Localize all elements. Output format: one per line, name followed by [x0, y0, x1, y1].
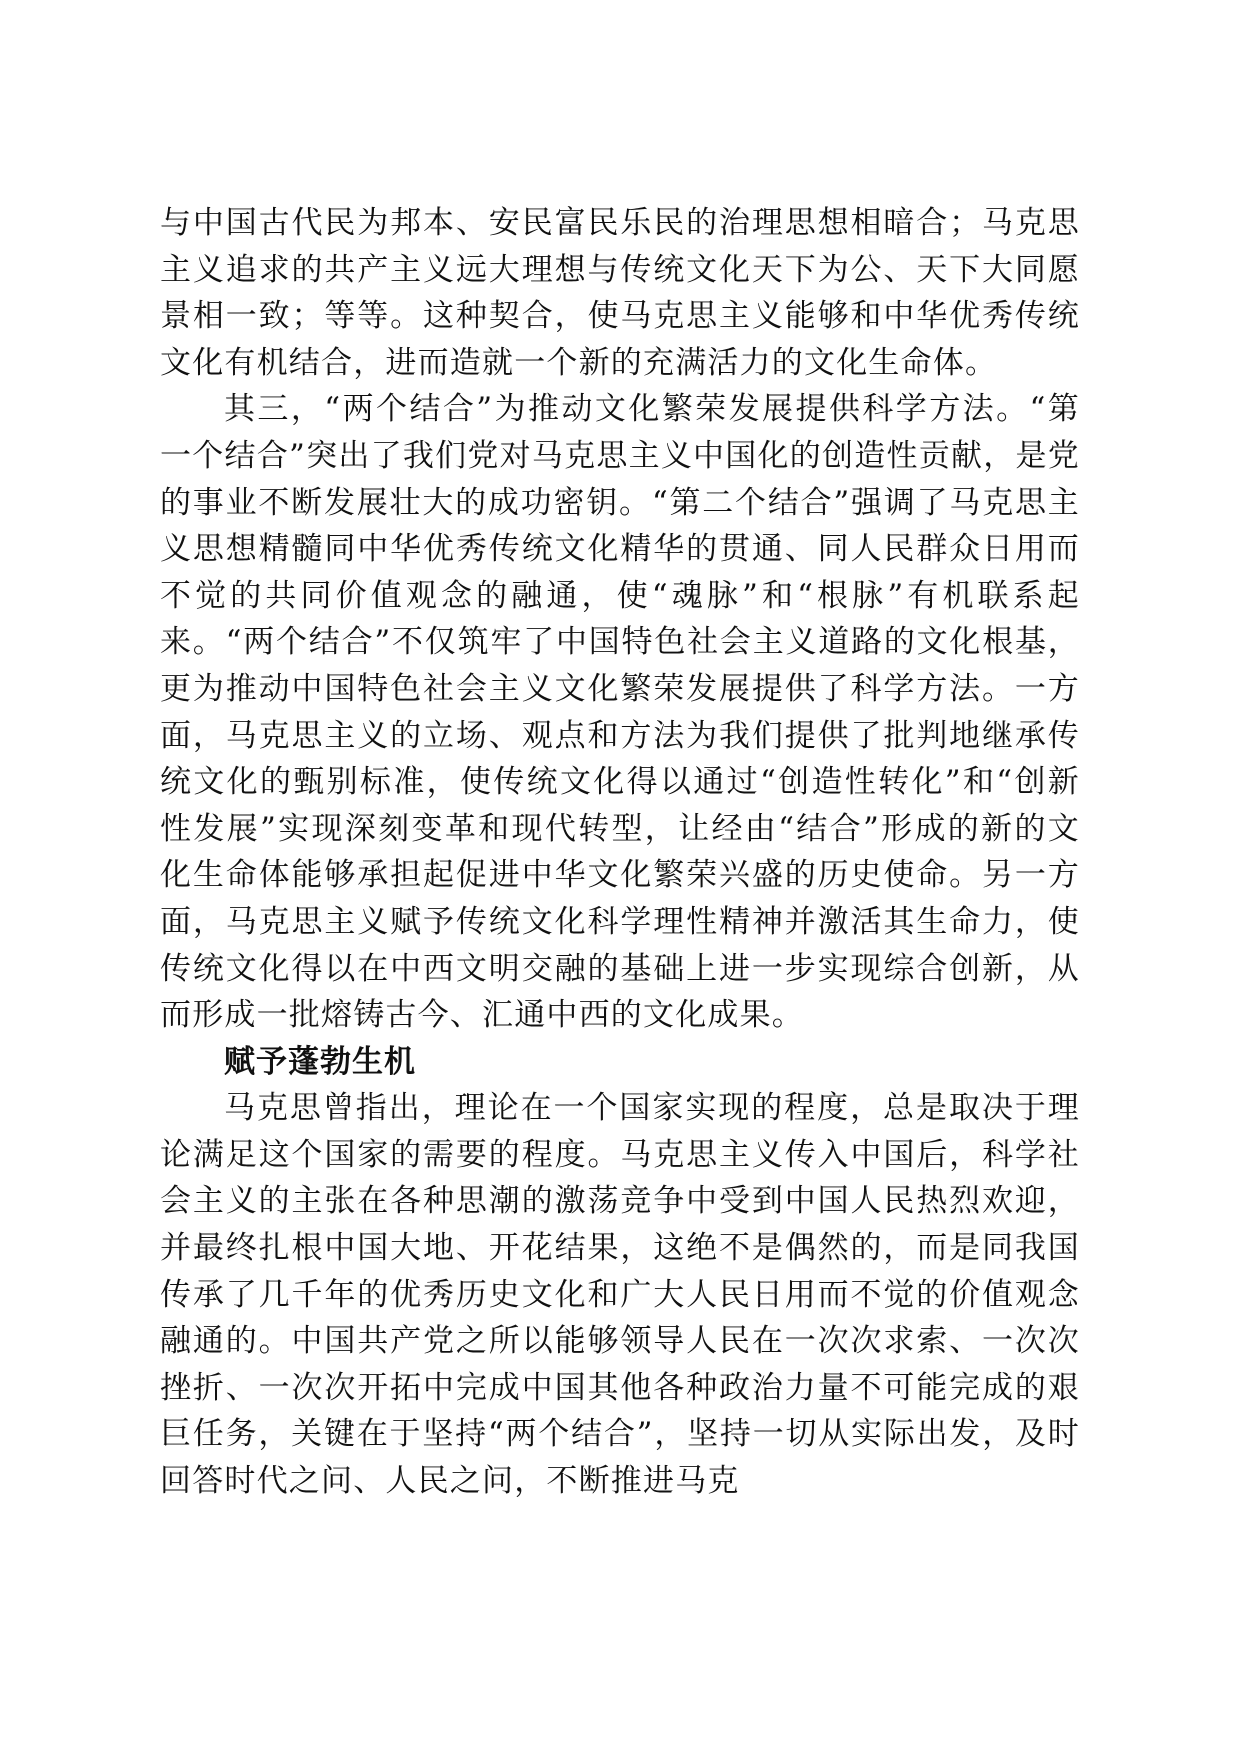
section-heading: 赋予蓬勃生机: [224, 1043, 416, 1080]
document-page: [160, 200, 1080, 1505]
paragraph-continuation: 与中国古代民为邦本、安民富民乐民的治理思想相暗合；马克思主义追求的共产主义远大理想与传统文化天下为公、天下大同愿景相一致；等等。这种契合，使马克思主义能够和中华优秀传统文化有机结合，进而造就一个新的充满活力的文化生命体。: [160, 205, 1080, 381]
paragraph-marx-quote: 马克思曾指出，理论在一个国家实现的程度，总是取决于理论满足这个国家的需要的程度。马克思主义传入中国后，科学社会主义的主张在各种思潮的激荡竞争中受到中国人民热烈欢迎，并最终扎根中国大地、开花结果，这绝不是偶然的，而是同我国传承了几千年的优秀历史文化和广大人民日用而不觉的价值观念融通的。中国共产党之所以能够领导人民在一次次求索、一次次挫折、一次次开拓中完成中国其他各种政治力量不可能完成的艰巨任务，关键在于坚持“两个结合”，坚持一切从实际出发，及时回答时代之问、人民之问，不断推进马克: [160, 1090, 1080, 1500]
paragraph-third-point: 其三，“两个结合”为推动文化繁荣发展提供科学方法。“第一个结合”突出了我们党对马克思主义中国化的创造性贡献，是党的事业不断发展壮大的成功密钥。“第二个结合”强调了马克思主义思想精髓同中华优秀传统文化精华的贯通、同人民群众日用而不觉的共同价值观念的融通，使“魂脉”和“根脉”有机联系起来。“两个结合”不仅筑牢了中国特色社会主义道路的文化根基，更为推动中国特色社会主义文化繁荣发展提供了科学方法。一方面，马克思主义的立场、观点和方法为我们提供了批判地继承传统文化的甄别标准，使传统文化得以通过“创造性转化”和“创新性发展”实现深刻变革和现代转型，让经由“结合”形成的新的文化生命体能够承担起促进中华文化繁荣兴盛的历史使命。另一方面，马克思主义赋予传统文化科学理性精神并激活其生命力，使传统文化得以在中西文明交融的基础上进一步实现综合创新，从而形成一批熔铸古今、汇通中西的文化成果。: [160, 391, 1080, 1034]
